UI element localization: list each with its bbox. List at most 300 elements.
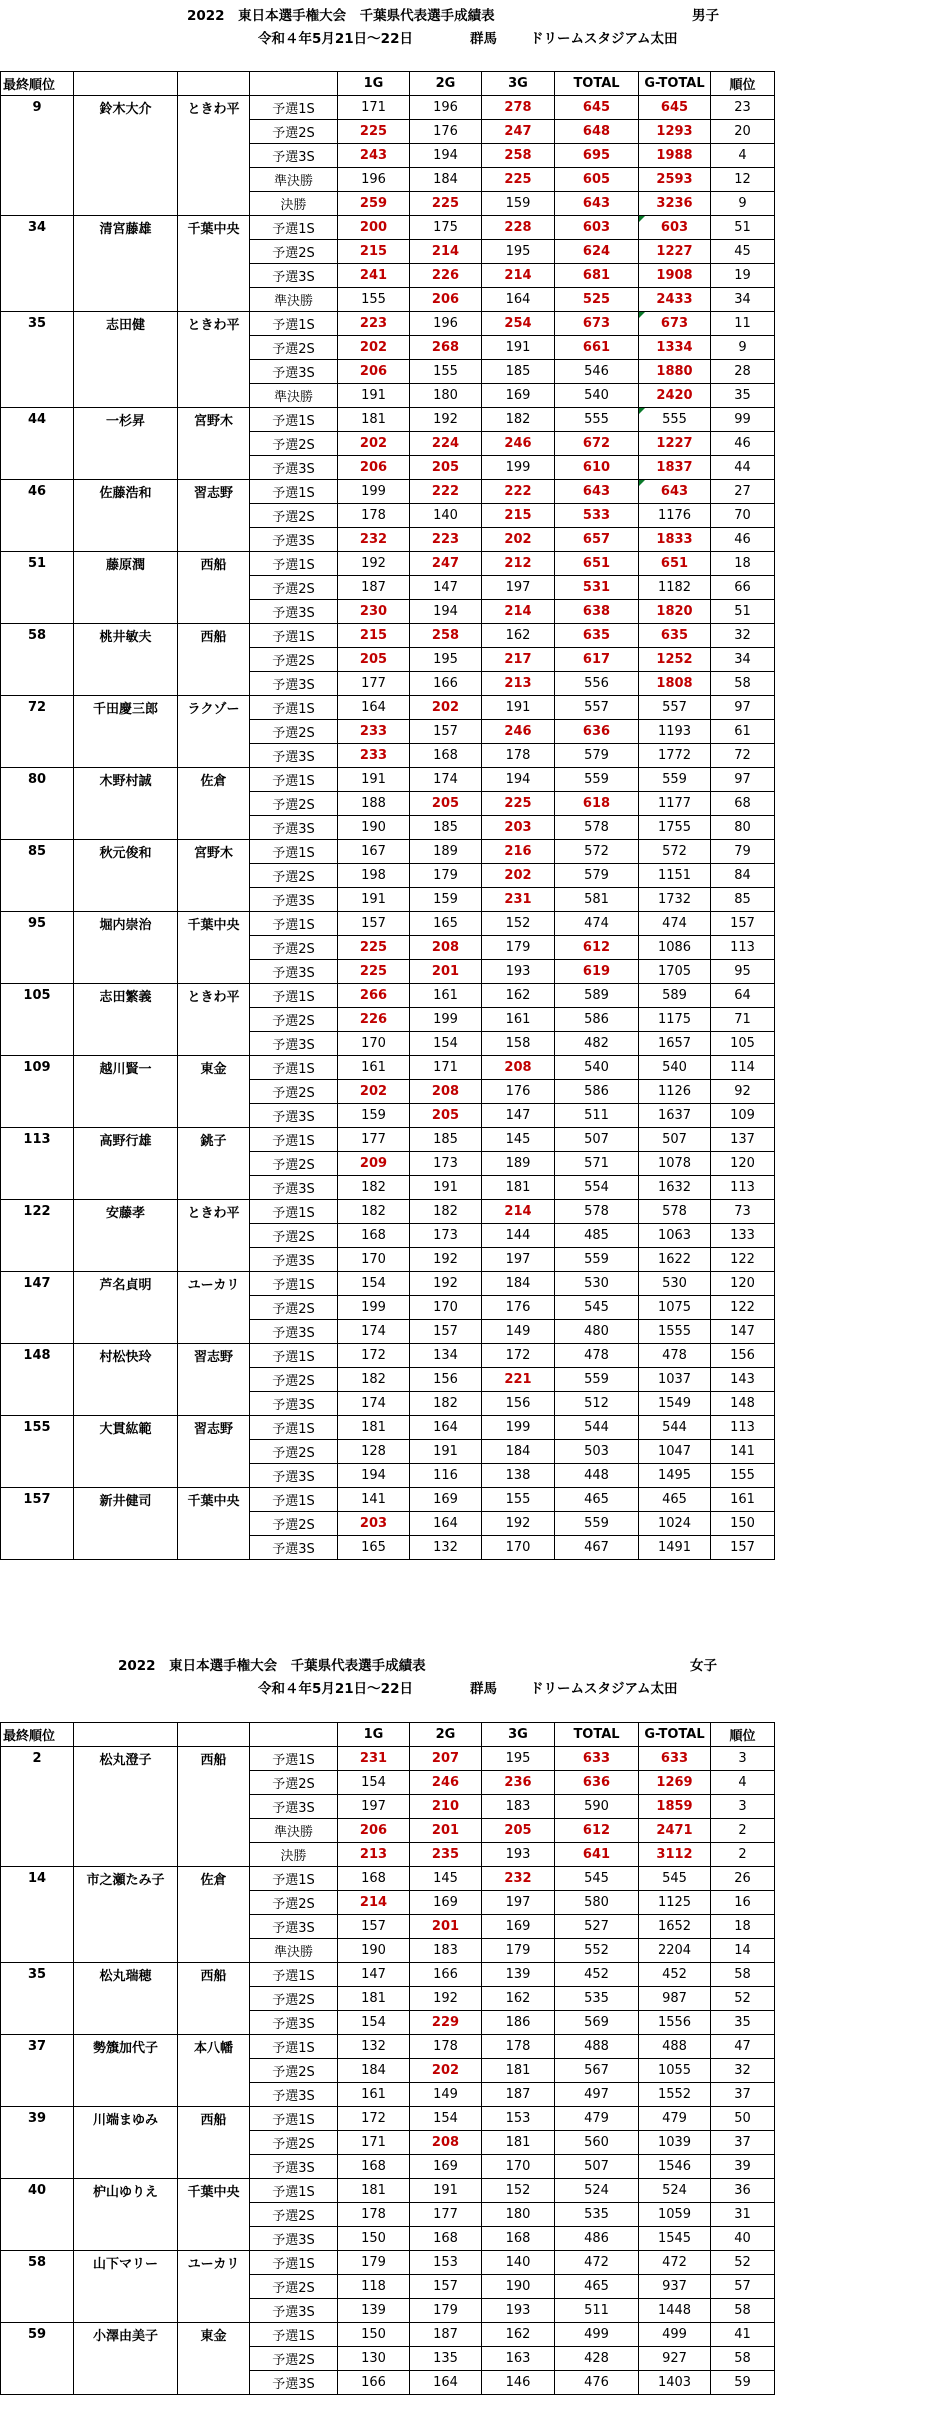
round-label: 予選3S <box>250 2371 338 2395</box>
total-score: 636 <box>555 1771 639 1795</box>
club-name <box>178 1987 250 2011</box>
grand-total-score: 1126 <box>639 1080 711 1104</box>
total-score: 559 <box>555 1368 639 1392</box>
club-name <box>178 2227 250 2251</box>
grand-total-score: 2471 <box>639 1819 711 1843</box>
game3-score: 139 <box>482 1963 555 1987</box>
player-name: 大貫紘範 <box>74 1416 178 1440</box>
final-rank <box>1 2203 74 2227</box>
final-rank <box>1 1536 74 1560</box>
club-name <box>178 1224 250 1248</box>
club-name <box>178 960 250 984</box>
final-rank <box>1 576 74 600</box>
player-name <box>74 264 178 288</box>
total-score: 472 <box>555 2251 639 2275</box>
total-score: 540 <box>555 1056 639 1080</box>
grand-total-score: 578 <box>639 1200 711 1224</box>
round-position: 120 <box>711 1152 775 1176</box>
club-name <box>178 1891 250 1915</box>
game3-score: 186 <box>482 2011 555 2035</box>
round-label: 準決勝 <box>250 1819 338 1843</box>
game1-score: 230 <box>338 600 410 624</box>
round-position: 41 <box>711 2323 775 2347</box>
grand-total-score: 479 <box>639 2107 711 2131</box>
round-position: 141 <box>711 1440 775 1464</box>
player-name <box>74 1512 178 1536</box>
round-label: 予選2S <box>250 336 338 360</box>
total-score: 527 <box>555 1915 639 1939</box>
game2-score: 258 <box>410 624 482 648</box>
final-rank <box>1 720 74 744</box>
final-rank: 147 <box>1 1272 74 1296</box>
final-rank <box>1 600 74 624</box>
game1-score: 197 <box>338 1795 410 1819</box>
table-row <box>1 240 775 264</box>
grand-total-score: 488 <box>639 2035 711 2059</box>
player-name <box>74 2083 178 2107</box>
club-name <box>178 672 250 696</box>
table-row <box>1 1296 775 1320</box>
women-date: 令和４年5月21日～22日 <box>258 1681 413 1697</box>
final-rank <box>1 936 74 960</box>
final-rank <box>1 1843 74 1867</box>
table-row <box>1 312 775 336</box>
round-label: 準決勝 <box>250 168 338 192</box>
game3-score: 156 <box>482 1392 555 1416</box>
final-rank: 2 <box>1 1747 74 1771</box>
player-name <box>74 744 178 768</box>
player-name: 市之瀬たみ子 <box>74 1867 178 1891</box>
game2-score: 202 <box>410 2059 482 2083</box>
final-rank: 59 <box>1 2323 74 2347</box>
final-rank <box>1 888 74 912</box>
game2-score: 199 <box>410 1008 482 1032</box>
table-row <box>1 696 775 720</box>
game3-score: 208 <box>482 1056 555 1080</box>
game1-score: 200 <box>338 216 410 240</box>
total-score: 465 <box>555 1488 639 1512</box>
game1-score: 199 <box>338 480 410 504</box>
cell-comment-marker-icon <box>639 216 645 222</box>
game2-score: 235 <box>410 1843 482 1867</box>
round-label: 予選3S <box>250 2011 338 2035</box>
game2-score: 161 <box>410 984 482 1008</box>
game2-score: 179 <box>410 864 482 888</box>
column-header <box>74 72 178 96</box>
game3-score: 155 <box>482 1488 555 1512</box>
final-rank <box>1 2083 74 2107</box>
club-name: 東金 <box>178 2323 250 2347</box>
game3-score: 193 <box>482 2299 555 2323</box>
table-row <box>1 2227 775 2251</box>
club-name <box>178 864 250 888</box>
grand-total-score: 1705 <box>639 960 711 984</box>
game3-score: 199 <box>482 1416 555 1440</box>
club-name: 千葉中央 <box>178 216 250 240</box>
table-row <box>1 744 775 768</box>
game3-score: 213 <box>482 672 555 696</box>
round-label: 予選2S <box>250 648 338 672</box>
grand-total-score: 1078 <box>639 1152 711 1176</box>
table-row <box>1 864 775 888</box>
round-label: 予選1S <box>250 2323 338 2347</box>
game1-score: 172 <box>338 1344 410 1368</box>
column-header: 1G <box>338 1723 410 1747</box>
total-score: 485 <box>555 1224 639 1248</box>
total-score: 524 <box>555 2179 639 2203</box>
round-label: 予選2S <box>250 2131 338 2155</box>
round-label: 決勝 <box>250 1843 338 1867</box>
grand-total-score: 1063 <box>639 1224 711 1248</box>
round-label: 予選1S <box>250 1963 338 1987</box>
game1-score: 233 <box>338 720 410 744</box>
club-name: 佐倉 <box>178 768 250 792</box>
game1-score: 187 <box>338 576 410 600</box>
game2-score: 201 <box>410 960 482 984</box>
game1-score: 241 <box>338 264 410 288</box>
game2-score: 178 <box>410 2035 482 2059</box>
game2-score: 195 <box>410 648 482 672</box>
final-rank: 40 <box>1 2179 74 2203</box>
round-label: 予選2S <box>250 504 338 528</box>
game3-score: 185 <box>482 360 555 384</box>
grand-total-score: 1175 <box>639 1008 711 1032</box>
game2-score: 157 <box>410 2275 482 2299</box>
final-rank <box>1 1512 74 1536</box>
game3-score: 225 <box>482 792 555 816</box>
player-name <box>74 1248 178 1272</box>
game1-score: 161 <box>338 2083 410 2107</box>
final-rank <box>1 528 74 552</box>
total-score: 578 <box>555 816 639 840</box>
table-row <box>1 504 775 528</box>
club-name: 本八幡 <box>178 2035 250 2059</box>
player-name <box>74 1939 178 1963</box>
grand-total-score: 1545 <box>639 2227 711 2251</box>
men-header <box>0 0 774 50</box>
table-row <box>1 1104 775 1128</box>
grand-total-score: 1549 <box>639 1392 711 1416</box>
round-position: 37 <box>711 2083 775 2107</box>
grand-total-score: 1637 <box>639 1104 711 1128</box>
grand-total-score: 3112 <box>639 1843 711 1867</box>
game2-score: 132 <box>410 1536 482 1560</box>
game3-score: 162 <box>482 1987 555 2011</box>
player-name <box>74 240 178 264</box>
round-label: 予選1S <box>250 2035 338 2059</box>
player-name <box>74 1819 178 1843</box>
game2-score: 201 <box>410 1819 482 1843</box>
grand-total-score: 1448 <box>639 2299 711 2323</box>
total-score: 648 <box>555 120 639 144</box>
club-name <box>178 648 250 672</box>
round-label: 予選1S <box>250 96 338 120</box>
table-row <box>1 1344 775 1368</box>
player-name: 高野行雄 <box>74 1128 178 1152</box>
round-label: 予選3S <box>250 456 338 480</box>
club-name <box>178 888 250 912</box>
club-name: 習志野 <box>178 1416 250 1440</box>
club-name: 宮野木 <box>178 840 250 864</box>
round-position: 18 <box>711 1915 775 1939</box>
game1-score: 182 <box>338 1368 410 1392</box>
round-position: 34 <box>711 288 775 312</box>
column-header <box>178 1723 250 1747</box>
game3-score: 221 <box>482 1368 555 1392</box>
table-row <box>1 2011 775 2035</box>
total-score: 569 <box>555 2011 639 2035</box>
total-score: 488 <box>555 2035 639 2059</box>
game2-score: 214 <box>410 240 482 264</box>
grand-total-score: 1495 <box>639 1464 711 1488</box>
player-name <box>74 1104 178 1128</box>
club-name <box>178 120 250 144</box>
game2-score: 153 <box>410 2251 482 2275</box>
grand-total-score: 2204 <box>639 1939 711 1963</box>
total-score: 546 <box>555 360 639 384</box>
grand-total-score: 1859 <box>639 1795 711 1819</box>
game2-score: 225 <box>410 192 482 216</box>
club-name <box>178 336 250 360</box>
player-name <box>74 672 178 696</box>
game1-score: 166 <box>338 2371 410 2395</box>
grand-total-score: 927 <box>639 2347 711 2371</box>
total-score: 641 <box>555 1843 639 1867</box>
grand-total-score: 1988 <box>639 144 711 168</box>
round-position: 58 <box>711 1963 775 1987</box>
game3-score: 247 <box>482 120 555 144</box>
round-position: 51 <box>711 600 775 624</box>
final-rank <box>1 1176 74 1200</box>
round-position: 18 <box>711 552 775 576</box>
game2-score: 246 <box>410 1771 482 1795</box>
final-rank: 105 <box>1 984 74 1008</box>
game1-score: 215 <box>338 240 410 264</box>
total-score: 661 <box>555 336 639 360</box>
game1-score: 225 <box>338 120 410 144</box>
round-label: 予選1S <box>250 624 338 648</box>
round-label: 予選1S <box>250 912 338 936</box>
game1-score: 141 <box>338 1488 410 1512</box>
final-rank <box>1 1248 74 1272</box>
game1-score: 168 <box>338 1224 410 1248</box>
game1-score: 243 <box>338 144 410 168</box>
game3-score: 190 <box>482 2275 555 2299</box>
game2-score: 192 <box>410 1272 482 1296</box>
grand-total-score: 1252 <box>639 648 711 672</box>
club-name: ラクゾー <box>178 696 250 720</box>
game1-score: 157 <box>338 1915 410 1939</box>
game3-score: 203 <box>482 816 555 840</box>
table-header-row <box>1 72 775 96</box>
player-name <box>74 720 178 744</box>
total-score: 530 <box>555 1272 639 1296</box>
round-position: 143 <box>711 1368 775 1392</box>
game1-score: 199 <box>338 1296 410 1320</box>
round-position: 2 <box>711 1819 775 1843</box>
player-name: 志田健 <box>74 312 178 336</box>
grand-total-score: 3236 <box>639 192 711 216</box>
round-position: 26 <box>711 1867 775 1891</box>
club-name <box>178 1536 250 1560</box>
player-name: 桃井敏夫 <box>74 624 178 648</box>
men-venue: ドリームスタジアム太田 <box>530 31 678 47</box>
game3-score: 161 <box>482 1008 555 1032</box>
game1-score: 202 <box>338 336 410 360</box>
round-label: 決勝 <box>250 192 338 216</box>
table-row <box>1 480 775 504</box>
game1-score: 181 <box>338 408 410 432</box>
game2-score: 159 <box>410 888 482 912</box>
game2-score: 147 <box>410 576 482 600</box>
game3-score: 152 <box>482 2179 555 2203</box>
final-rank <box>1 144 74 168</box>
game3-score: 179 <box>482 1939 555 1963</box>
final-rank: 39 <box>1 2107 74 2131</box>
table-row <box>1 1008 775 1032</box>
table-row <box>1 2179 775 2203</box>
final-rank <box>1 1440 74 1464</box>
game2-score: 247 <box>410 552 482 576</box>
round-position: 122 <box>711 1248 775 1272</box>
game3-score: 197 <box>482 1248 555 1272</box>
men-venue-pref: 群馬 <box>470 31 497 47</box>
club-name: 千葉中央 <box>178 1488 250 1512</box>
table-row <box>1 192 775 216</box>
final-rank <box>1 504 74 528</box>
game2-score: 156 <box>410 1368 482 1392</box>
final-rank <box>1 672 74 696</box>
final-rank <box>1 1392 74 1416</box>
table-row <box>1 1843 775 1867</box>
game1-score: 172 <box>338 2107 410 2131</box>
final-rank <box>1 1795 74 1819</box>
game2-score: 169 <box>410 1891 482 1915</box>
final-rank: 157 <box>1 1488 74 1512</box>
game3-score: 181 <box>482 2059 555 2083</box>
round-label: 予選1S <box>250 552 338 576</box>
club-name: ときわ平 <box>178 984 250 1008</box>
player-name <box>74 1771 178 1795</box>
round-position: 32 <box>711 2059 775 2083</box>
club-name <box>178 144 250 168</box>
round-label: 予選2S <box>250 1296 338 1320</box>
round-label: 予選3S <box>250 960 338 984</box>
game2-score: 174 <box>410 768 482 792</box>
game1-score: 165 <box>338 1536 410 1560</box>
table-row <box>1 144 775 168</box>
player-name: 村松快玲 <box>74 1344 178 1368</box>
total-score: 567 <box>555 2059 639 2083</box>
table-row <box>1 120 775 144</box>
grand-total-score: 1552 <box>639 2083 711 2107</box>
round-position: 79 <box>711 840 775 864</box>
round-position: 113 <box>711 1416 775 1440</box>
club-name <box>178 2155 250 2179</box>
game1-score: 205 <box>338 648 410 672</box>
club-name <box>178 1915 250 1939</box>
game3-score: 164 <box>482 288 555 312</box>
player-name <box>74 288 178 312</box>
club-name <box>178 1296 250 1320</box>
game2-score: 208 <box>410 936 482 960</box>
round-position: 66 <box>711 576 775 600</box>
round-label: 予選3S <box>250 1464 338 1488</box>
table-row <box>1 360 775 384</box>
women-venue-pref: 群馬 <box>470 1681 497 1697</box>
round-position: 133 <box>711 1224 775 1248</box>
round-label: 予選1S <box>250 1056 338 1080</box>
club-name <box>178 504 250 528</box>
game1-score: 182 <box>338 1200 410 1224</box>
game3-score: 202 <box>482 528 555 552</box>
game3-score: 169 <box>482 384 555 408</box>
final-rank: 35 <box>1 1963 74 1987</box>
round-label: 予選3S <box>250 672 338 696</box>
game2-score: 135 <box>410 2347 482 2371</box>
game3-score: 176 <box>482 1296 555 1320</box>
round-position: 161 <box>711 1488 775 1512</box>
total-score: 619 <box>555 960 639 984</box>
round-label: 予選3S <box>250 1104 338 1128</box>
club-name: 習志野 <box>178 1344 250 1368</box>
final-rank: 109 <box>1 1056 74 1080</box>
grand-total-score: 673 <box>639 312 711 336</box>
club-name <box>178 2299 250 2323</box>
grand-total-score: 1075 <box>639 1296 711 1320</box>
player-name <box>74 2299 178 2323</box>
game2-score: 192 <box>410 1248 482 1272</box>
round-label: 予選2S <box>250 936 338 960</box>
club-name <box>178 1392 250 1416</box>
round-position: 84 <box>711 864 775 888</box>
total-score: 544 <box>555 1416 639 1440</box>
final-rank <box>1 1296 74 1320</box>
round-position: 11 <box>711 312 775 336</box>
game3-score: 183 <box>482 1795 555 1819</box>
round-label: 予選1S <box>250 480 338 504</box>
final-rank <box>1 168 74 192</box>
grand-total-score: 2433 <box>639 288 711 312</box>
grand-total-score: 1293 <box>639 120 711 144</box>
club-name <box>178 2059 250 2083</box>
total-score: 467 <box>555 1536 639 1560</box>
club-name <box>178 456 250 480</box>
round-position: 95 <box>711 960 775 984</box>
game3-score: 212 <box>482 552 555 576</box>
total-score: 572 <box>555 840 639 864</box>
player-name <box>74 2131 178 2155</box>
club-name <box>178 1152 250 1176</box>
total-score: 480 <box>555 1320 639 1344</box>
round-position: 156 <box>711 1344 775 1368</box>
round-label: 準決勝 <box>250 384 338 408</box>
total-score: 617 <box>555 648 639 672</box>
round-position: 36 <box>711 2179 775 2203</box>
player-name <box>74 1008 178 1032</box>
game1-score: 188 <box>338 792 410 816</box>
round-label: 予選1S <box>250 1344 338 1368</box>
game2-score: 194 <box>410 600 482 624</box>
table-row <box>1 1056 775 1080</box>
player-name: 山下マリー <box>74 2251 178 2275</box>
game2-score: 189 <box>410 840 482 864</box>
player-name <box>74 168 178 192</box>
game3-score: 197 <box>482 1891 555 1915</box>
grand-total-score: 633 <box>639 1747 711 1771</box>
total-score: 511 <box>555 1104 639 1128</box>
round-position: 109 <box>711 1104 775 1128</box>
